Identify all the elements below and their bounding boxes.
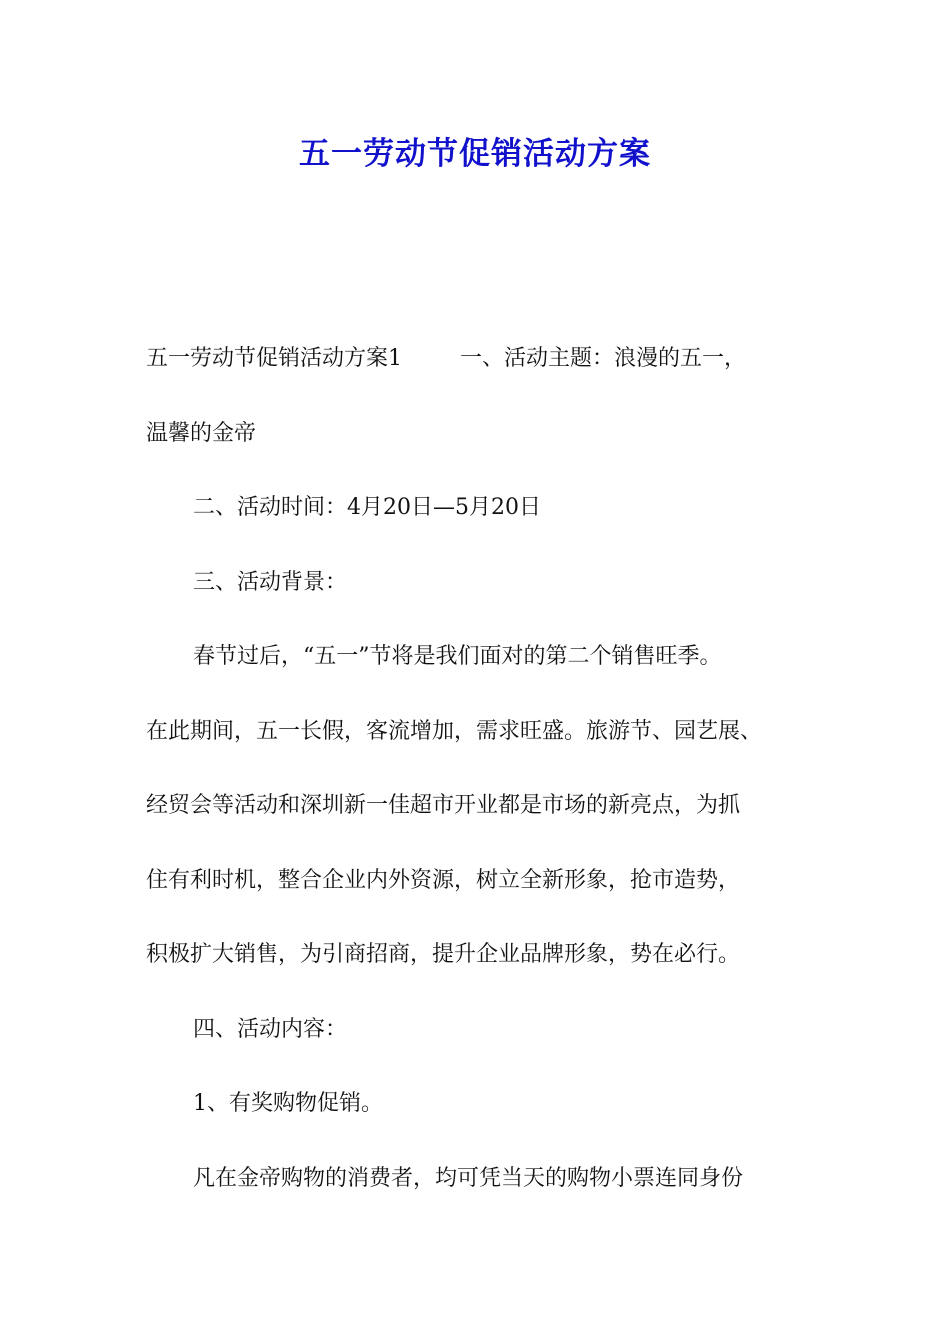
- document-body: [146, 322, 846, 1216]
- background-line-5: 积极扩大销售，为引商招商，提升企业品牌形象，势在必行。: [146, 942, 741, 967]
- background-line-1: 春节过后，“五一”节将是我们面对的第二个销售旺季。: [193, 644, 722, 669]
- background-line-4: 住有利时机，整合企业内外资源，树立全新形象，抢市造势，: [146, 867, 741, 893]
- background-line-3: 经贸会等活动和深圳新一佳超市开业都是市场的新亮点，为抓: [146, 793, 741, 818]
- theme-line-part1: 一、活动主题：浪漫的五一，: [460, 346, 747, 371]
- item1-text: 凡在金帝购物的消费者，均可凭当天的购物小票连同身份: [193, 1165, 744, 1191]
- paragraph-intro: [146, 322, 846, 397]
- background-line-2: 在此期间，五一长假，客流增加，需求旺盛。旅游节、园艺展、: [146, 718, 763, 744]
- item1-heading: 1、有奖购物促销。: [193, 1091, 383, 1116]
- background-heading: 三、活动背景：: [193, 569, 348, 595]
- time-line: 二、活动时间：4月20日—5月20日: [193, 495, 541, 520]
- page-title: 五一劳动节促销活动方案: [299, 136, 651, 172]
- intro-heading: 五一劳动节促销活动方案1: [146, 346, 402, 371]
- content-heading: 四、活动内容：: [193, 1016, 348, 1042]
- theme-line-part2: 温馨的金帝: [146, 420, 257, 446]
